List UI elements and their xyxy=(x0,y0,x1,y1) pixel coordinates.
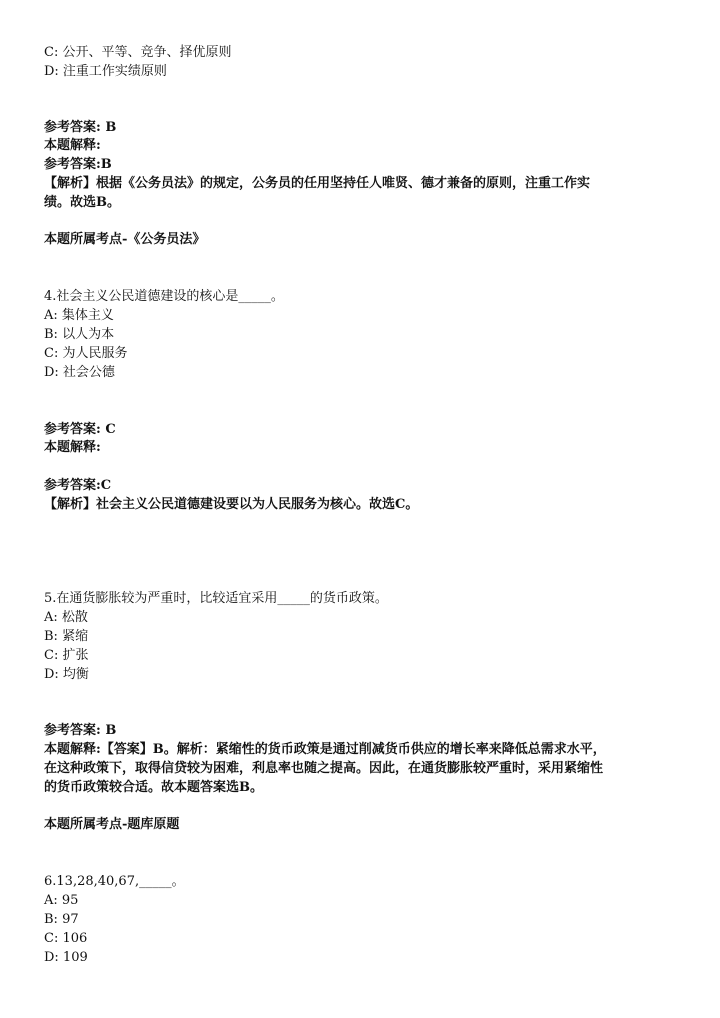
q3-option-d: D: 注重工作实绩原则 xyxy=(44,64,167,79)
q5-option-b: B: 紧缩 xyxy=(44,629,89,644)
q4-option-b: B: 以人为本 xyxy=(44,327,115,342)
q5-question: 5.在通货膨胀较为严重时，比较适宜采用_____的货币政策。 xyxy=(44,591,388,606)
q5-explanation-line1: 本题解释:【答案】B。解析：紧缩性的货币政策是通过削减货币供应的增长率来降低总需求水平， xyxy=(44,742,606,757)
q4-option-a: A: 集体主义 xyxy=(44,308,114,323)
q4-option-d: D: 社会公德 xyxy=(44,365,115,380)
q3-answer-repeat: 参考答案:B xyxy=(44,157,112,172)
q4-explanation-label: 本题解释: xyxy=(44,440,101,455)
q3-analysis-line1: 【解析】根据《公务员法》的规定，公务员的任用坚持任人唯贤、德才兼备的原则，注重工作实 xyxy=(44,176,591,191)
q6-option-b: B: 97 xyxy=(44,912,79,927)
q3-answer: 参考答案: B xyxy=(44,120,117,135)
q4-question: 4.社会主义公民道德建设的核心是_____。 xyxy=(44,289,284,304)
q5-answer: 参考答案: B xyxy=(44,723,117,738)
q6-option-d: D: 109 xyxy=(44,950,88,965)
q5-option-a: A: 松散 xyxy=(44,610,88,625)
q5-option-c: C: 扩张 xyxy=(44,648,89,663)
q5-option-d: D: 均衡 xyxy=(44,667,89,682)
q6-option-a: A: 95 xyxy=(44,893,79,908)
q5-explanation-line3: 的货币政策较合适。故本题答案选B。 xyxy=(44,780,263,795)
q5-topic: 本题所属考点-题库原题 xyxy=(44,817,180,832)
q3-explanation-label: 本题解释: xyxy=(44,138,101,153)
q6-option-c: C: 106 xyxy=(44,931,88,946)
q6-question: 6.13,28,40,67,_____。 xyxy=(44,874,185,889)
q5-explanation-line2: 在这种政策下，取得信贷较为困难，利息率也随之提高。因此，在通货膨胀较严重时，采用紧缩性 xyxy=(44,761,604,776)
q4-answer-repeat: 参考答案:C xyxy=(44,478,112,493)
q3-topic: 本题所属考点-《公务员法》 xyxy=(44,232,206,247)
q4-option-c: C: 为人民服务 xyxy=(44,346,128,361)
q3-analysis-line2: 绩。故选B。 xyxy=(44,195,120,210)
q4-analysis: 【解析】社会主义公民道德建设要以为人民服务为核心。故选C。 xyxy=(44,497,419,512)
q3-option-c: C: 公开、平等、竞争、择优原则 xyxy=(44,45,232,60)
q4-answer: 参考答案: C xyxy=(44,422,116,437)
